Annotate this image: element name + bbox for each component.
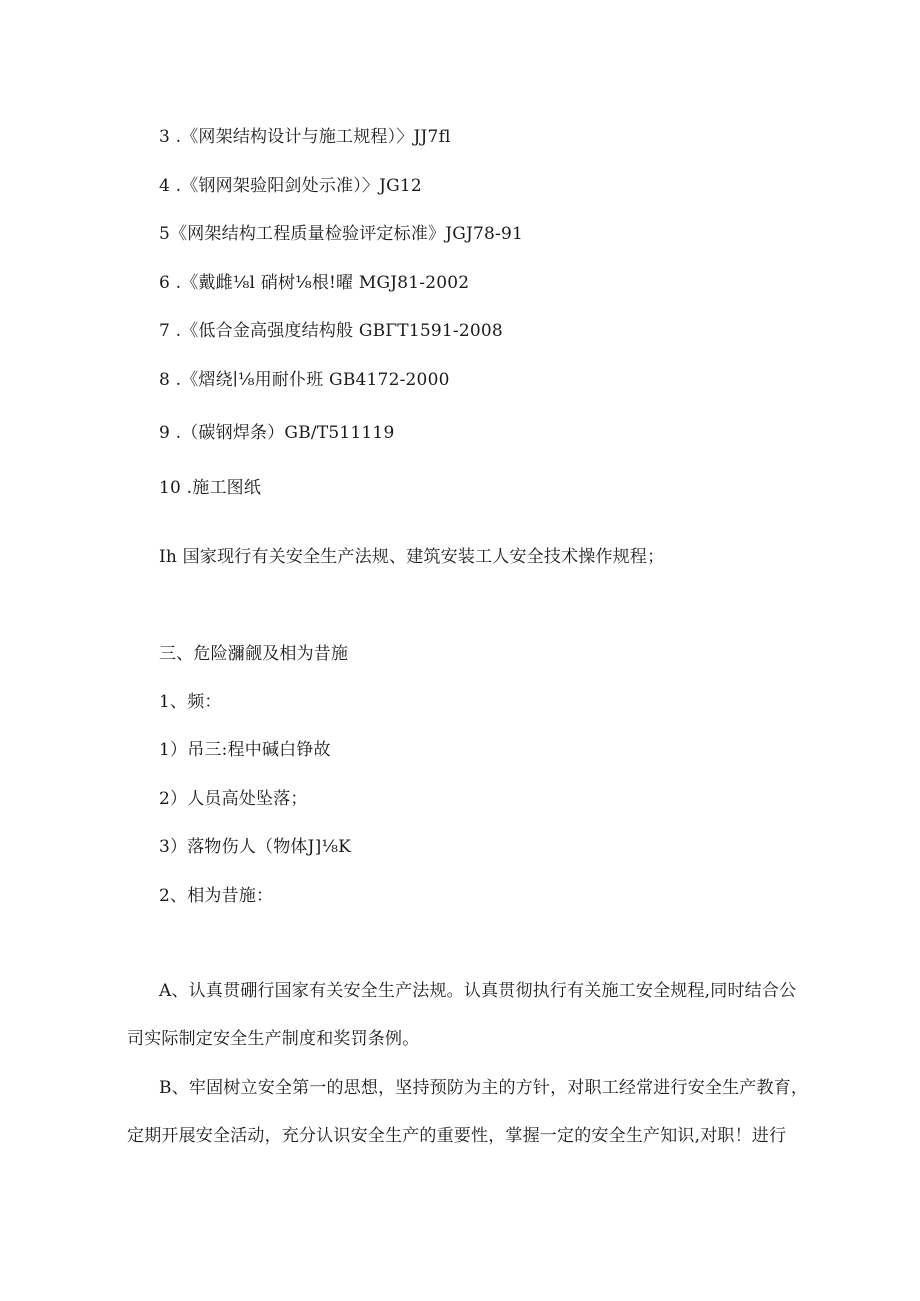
reference-item-3: 3 .《网架结构设计与施工规程）〉JJ7fl bbox=[159, 127, 451, 147]
reference-item-8: 8 .《熠绕∣⅛用耐仆班 GB4172-2000 bbox=[159, 370, 450, 390]
risk-item-3: 3）落物伤人（物体J]⅛K bbox=[159, 837, 352, 857]
paragraph-a-line-1: A、认真贯硼行国家有关安全生产法规。认真贯彻执行有关施工安全规程,同时结合公 bbox=[159, 981, 797, 1001]
risk-item-2: 2）人员高处坠落； bbox=[159, 789, 308, 809]
paragraph-b-line-1: B、牢固树立安全第一的思想，坚持预防为主的方针，对职工经常进行安全生产教育， bbox=[159, 1078, 809, 1098]
reference-item-9: 9 .（碳钢焊条）GB/T511119 bbox=[159, 423, 395, 443]
reference-item-5: 5《网架结构工程质量检验评定标准》JGJ78-91 bbox=[159, 224, 524, 244]
reference-item-10: 10 .施工图纸 bbox=[159, 478, 262, 498]
reference-item-6: 6 .《戴雌⅛l 硝树⅛根!曜 MGJ81-2002 bbox=[159, 273, 470, 293]
reference-item-7: 7 .《低合金高强度结构般 GBΓT1591-2008 bbox=[159, 321, 503, 341]
paragraph-a-line-2: 司实际制定安全生产制度和奖罚条例。 bbox=[127, 1029, 420, 1049]
measures-heading: 2、相为昔施： bbox=[159, 886, 274, 906]
reference-item-11: Ih 国家现行有关安全生产法规、建筑安装工人安全技术操作规程； bbox=[159, 547, 665, 567]
section-heading: 三、危险瀰觎及相为昔施 bbox=[159, 644, 349, 664]
reference-item-4: 4 .《钢网架验阳剑处示准）〉JG12 bbox=[159, 176, 422, 196]
paragraph-b-line-2: 定期开展安全活动，充分认识安全生产的重要性，掌握一定的安全生产知识,对职！进行 bbox=[127, 1126, 787, 1146]
risks-heading: 1、频： bbox=[159, 692, 222, 712]
risk-item-1: 1）吊三:程中碱白铮故 bbox=[159, 740, 331, 760]
